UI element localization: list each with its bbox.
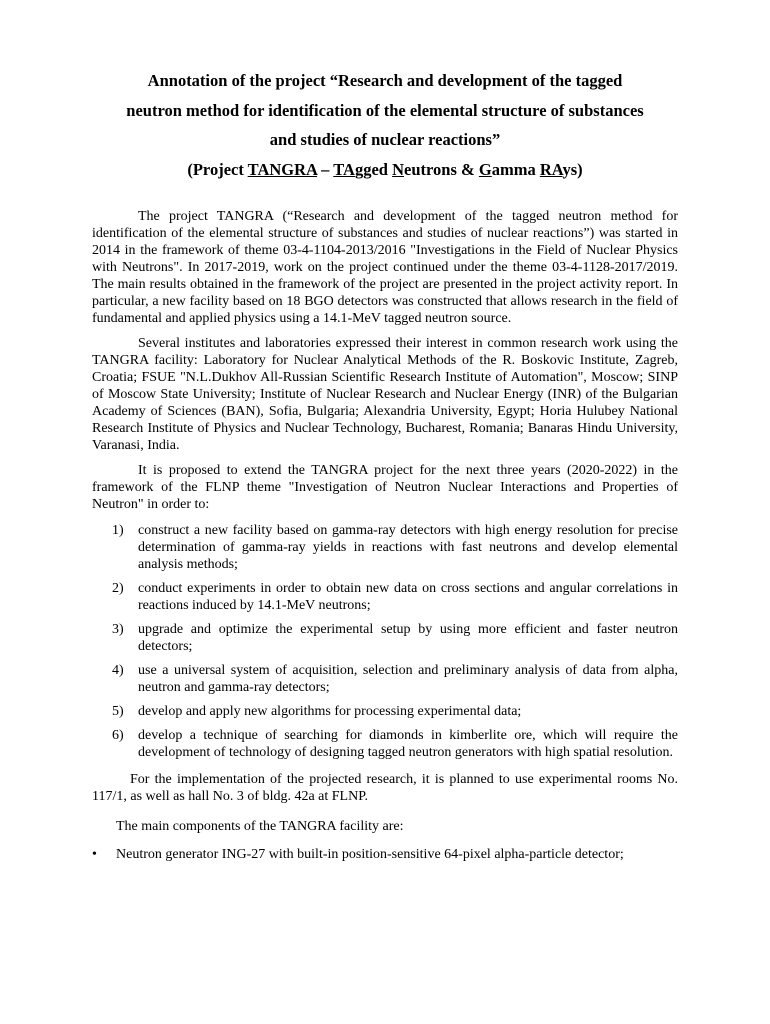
task-item: 1) construct a new facility based on gamma-ray detectors with high energy resolution for precise determination of gamma-ray yields in reactions with fast neutrons and develop elemental analysis methods; bbox=[112, 523, 678, 572]
paragraph-partners: Several institutes and laboratories expressed their interest in common research work using the TANGRA facility: Laboratory for Nuclear Analytical Methods of the R. Boskovic Institute, Zagreb, Croatia; FSUE "N.L.Dukhov All-Russian Scientific Research Institute of Automation", Moscow; SINP of Moscow State University; Institute of Nuclear Research and Nuclear Energy (INR) of the Bulgarian Academy of Sciences (BAN), Sofia, Bulgaria; Alexandria University, Egypt; Horia Hulubey National Research Institute of Physics and Nuclear Technology, Bucharest, Romania; Banaras Hindu University, Varanasi, India. bbox=[92, 336, 678, 453]
task-list bbox=[92, 522, 678, 761]
title-line-3: and studies of nuclear reactions” bbox=[269, 130, 501, 149]
title-line-2: neutron method for identification of the elemental structure of substances bbox=[126, 100, 644, 120]
acronym-tangra: TANGRA bbox=[247, 159, 318, 179]
task-item: 3) upgrade and optimize the experimental setup by using more efficient and faster neutron detectors; bbox=[112, 622, 678, 654]
title-line-1: Annotation of the project “Research and development of the tagged bbox=[147, 71, 623, 90]
paragraph-implementation: For the implementation of the projected research, it is planned to use experimental rooms No. 117/1, as well as hall No. 3 of bldg. 42a at FLNP. bbox=[92, 772, 678, 804]
task-item: 2) conduct experiments in order to obtain new data on cross sections and angular correlations in reactions induced by 14.1-MeV neutrons; bbox=[112, 581, 678, 613]
task-item: 4) use a universal system of acquisition, selection and preliminary analysis of data from alpha, neutron and gamma-ray detectors; bbox=[112, 663, 678, 695]
paragraph-components: The main components of the TANGRA facility are: bbox=[116, 819, 404, 834]
paragraph-intro: The project TANGRA (“Research and development of the tagged neutron method for identification of the elemental structure of substances and studies of nuclear reactions”) was started in 2014 in the framework of theme 03-4-1104-2013/2016 "Investigations in the Field of Nuclear Physics with Neutrons". In 2017-2019, work on the project continued under the theme 03-4-1128-2017/2019. The main results obtained in the framework of the project are presented in the project activity report. In particular, a new facility based on 18 BGO detectors was constructed that allows research in the field of fundamental and applied physics using a 14.1-MeV tagged neutron source. bbox=[92, 209, 678, 326]
bullet-icon: • bbox=[92, 847, 97, 862]
document-title bbox=[92, 66, 678, 184]
component-item: • Neutron generator ING-27 with built-in position-sensitive 64-pixel alpha-particle detector; bbox=[92, 847, 624, 862]
task-item: 6) develop a technique of searching for diamonds in kimberlite ore, which will require the development of technology of designing tagged neutron generators with high spatial resolution. bbox=[112, 728, 678, 760]
task-item: 5) develop and apply new algorithms for processing experimental data; bbox=[112, 704, 522, 719]
component-list bbox=[92, 846, 678, 863]
document-body bbox=[92, 208, 678, 863]
paragraph-extension: It is proposed to extend the TANGRA project for the next three years (2020-2022) in the framework of the FLNP theme "Investigation of Neutron Nuclear Interactions and Properties of Neutron" in order to: bbox=[92, 463, 678, 512]
project-acronym-line: (Project TANGRA – TAgged Neutrons & Gamma RAys) bbox=[187, 159, 583, 179]
